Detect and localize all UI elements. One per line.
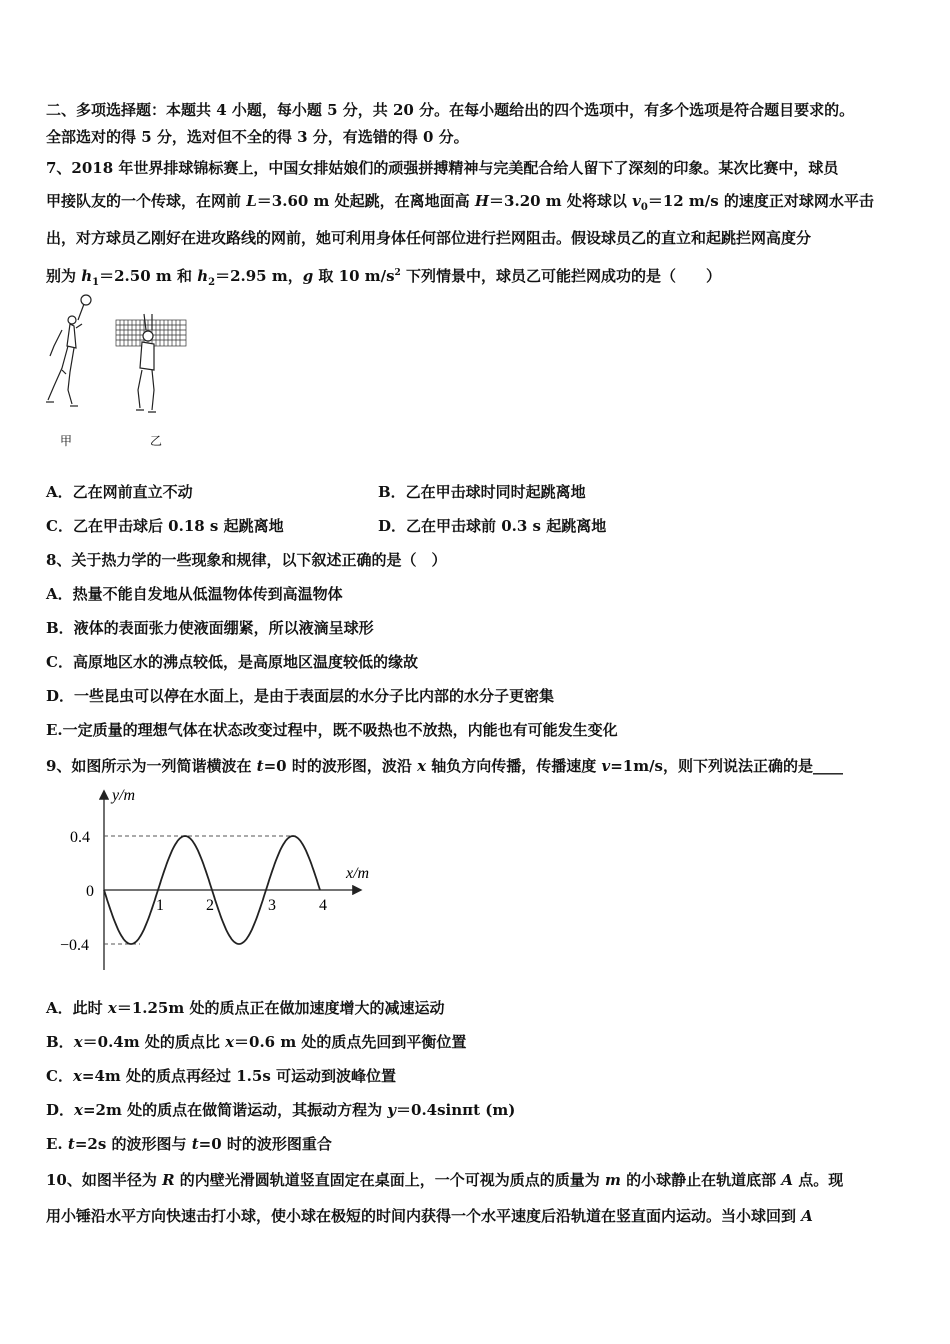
q9-stem: 9、如图所示为一列简谐横波在 t=0 时的波形图，波沿 x 轴负方向传播，传播速度 v=1m/s，则下列说法正确的是____ (46, 757, 843, 775)
q10-stem-line2: 用小锤沿水平方向快速击打小球，使小球在极短的时间内获得一个水平速度后沿轨道在竖直面内运动。当小球回到 A (46, 1207, 813, 1225)
q8-stem: 8、关于热力学的一些现象和规律，以下叙述正确的是（ ） (46, 551, 447, 569)
q7-option-a: A．乙在网前直立不动 (46, 483, 193, 501)
q7-stem-line3: 出，对方球员乙刚好在进攻路线的网前，她可利用身体任何部位进行拦网阻击。假设球员乙的直立和起跳拦网高度分 (46, 229, 812, 247)
y-axis-label: y/m (112, 787, 136, 804)
q8-option-a: A．热量不能自发地从低温物体传到高温物体 (46, 585, 343, 603)
q7-stem-line1: 7、2018 年世界排球锦标赛上，中国女排姑娘们的顽强拼搏精神与完美配合给人留下了深刻的印象。某次比赛中，球员 (46, 159, 839, 177)
x-tick-2: 2 (206, 897, 214, 914)
x-tick-1: 1 (156, 897, 164, 914)
q8-option-d: D．一些昆虫可以停在水面上，是由于表面层的水分子比内部的水分子更密集 (46, 687, 555, 705)
x-tick-4: 4 (319, 897, 327, 914)
q7-option-b: B．乙在甲击球时同时起跳离地 (378, 483, 586, 501)
q9-option-e: E. t=2s 的波形图与 t=0 时的波形图重合 (46, 1135, 332, 1153)
section-header-line2: 全部选对的得 5 分，选对但不全的得 3 分，有选错的得 0 分。 (46, 128, 469, 146)
y-tick-0: 0 (86, 883, 94, 900)
q7-volleyball-figure (40, 290, 190, 420)
q7-option-d: D．乙在甲击球前 0.3 s 起跳离地 (378, 517, 607, 535)
x-axis-label: x/m (346, 865, 370, 882)
player-jia-figure (46, 295, 91, 406)
q8-option-b: B．液体的表面张力使液面绷紧，所以液滴呈球形 (46, 619, 374, 637)
y-tick-04: 0.4 (70, 829, 90, 846)
section-header-line1: 二、多项选择题：本题共 4 小题，每小题 5 分，共 20 分。在每小题给出的四个选项中，有多个选项是符合题目要求的。 (46, 101, 855, 119)
q8-option-c: C．高原地区水的沸点较低，是高原地区温度较低的缘故 (46, 653, 418, 671)
q9-option-d: D．x=2m 处的质点在做简谐运动，其振动方程为 y＝0.4sinπt (m) (46, 1101, 516, 1119)
q9-wave-graph (40, 780, 400, 980)
figure-label-jia: 甲 (60, 434, 73, 448)
q10-stem-line1: 10、如图半径为 R 的内壁光滑圆轨道竖直固定在桌面上，一个可视为质点的质量为 m 的小球静止在轨道底部 A 点。现 (46, 1171, 844, 1189)
q9-option-b: B．x＝0.4m 处的质点比 x＝0.6 m 处的质点先回到平衡位置 (46, 1033, 467, 1051)
q7-option-c: C．乙在甲击球后 0.18 s 起跳离地 (46, 517, 284, 535)
x-tick-3: 3 (268, 897, 276, 914)
q9-option-c: C．x=4m 处的质点再经过 1.5s 可运动到波峰位置 (46, 1067, 396, 1085)
q8-option-e: E.一定质量的理想气体在状态改变过程中，既不吸热也不放热，内能也有可能发生变化 (46, 721, 618, 739)
q9-option-a: A．此时 x＝1.25m 处的质点正在做加速度增大的减速运动 (46, 999, 445, 1017)
player-yi-figure (136, 314, 156, 412)
q7-stem-line2: 甲接队友的一个传球，在网前 L＝3.60 m 处起跳，在离地面高 H＝3.20 m 处将球以 $v_0=12$ m/s 的速度正对球网水平击 (46, 192, 874, 213)
figure-label-yi: 乙 (150, 434, 163, 448)
q7-stem-line4: 别为 $h_1=2.50$ m 和 $h_2=2.95$ m，g 取 10 $m/s^2$ 下列情景中，球员乙可能拦网成功的是（ ） (46, 267, 722, 288)
y-tick-neg04: −0.4 (60, 937, 90, 954)
